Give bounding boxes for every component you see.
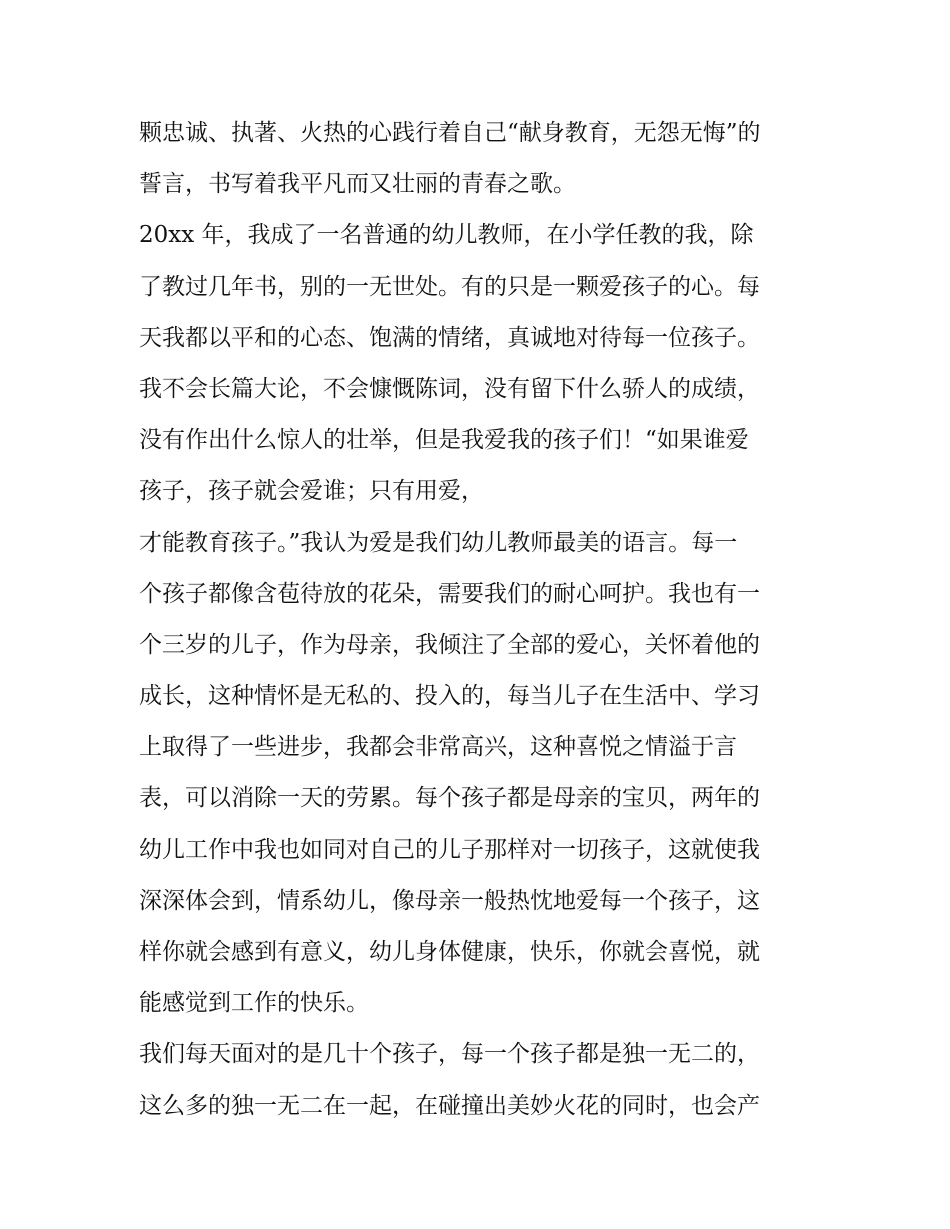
text-line: 我们每天面对的是几十个孩子，每一个孩子都是独一无二的， — [139, 1041, 760, 1068]
text-line: 成长，这种情怀是无私的、投入的，每当儿子在生活中、学习 — [139, 683, 760, 710]
text-line: 个孩子都像含苞待放的花朵，需要我们的耐心呵护。我也有一 — [139, 580, 760, 607]
text-line: 誓言，书写着我平凡而又壮丽的青春之歌。 — [139, 171, 576, 198]
text-line: 深深体会到，情系幼儿，像母亲一般热忱地爱每一个孩子，这 — [139, 887, 760, 914]
text-line: 样你就会感到有意义，幼儿身体健康，快乐，你就会喜悦，就 — [139, 939, 760, 965]
text-line: 孩子，孩子就会爱谁；只有用爱， — [139, 478, 484, 505]
text-line: 表，可以消除一天的劳累。每个孩子都是母亲的宝贝，两年的 — [139, 785, 760, 812]
text-line: 幼儿工作中我也如同对自己的儿子那样对一切孩子，这就使我 — [139, 836, 760, 863]
text-line: 了教过几年书，别的一无世处。有的只是一颗爱孩子的心。每 — [139, 273, 760, 300]
text-line: 颗忠诚、执著、火热的心践行着自己“献身教育，无怨无悔”的 — [139, 120, 761, 146]
text-line: 才能教育孩子。”我认为爱是我们幼儿教师最美的语言。每一 — [139, 529, 738, 556]
text-line: 20xx 年，我成了一名普通的幼儿教师，在小学任教的我，除 — [139, 222, 754, 249]
text-line: 上取得了一些进步，我都会非常高兴，这种喜悦之情溢于言 — [139, 734, 737, 761]
text-line: 能感觉到工作的快乐。 — [139, 990, 369, 1017]
text-line: 个三岁的儿子，作为母亲，我倾注了全部的爱心，关怀着他的 — [139, 631, 760, 658]
text-line: 这么多的独一无二在一起，在碰撞出美妙火花的同时，也会产 — [139, 1092, 760, 1119]
text-line: 没有作出什么惊人的壮举，但是我爱我的孩子们！“如果谁爱 — [139, 427, 749, 454]
text-line: 我不会长篇大论，不会慷慨陈词，没有留下什么骄人的成绩， — [139, 375, 760, 402]
body-text — [139, 108, 819, 1132]
text-line: 天我都以平和的心态、饱满的情绪，真诚地对待每一位孩子。 — [139, 324, 760, 351]
